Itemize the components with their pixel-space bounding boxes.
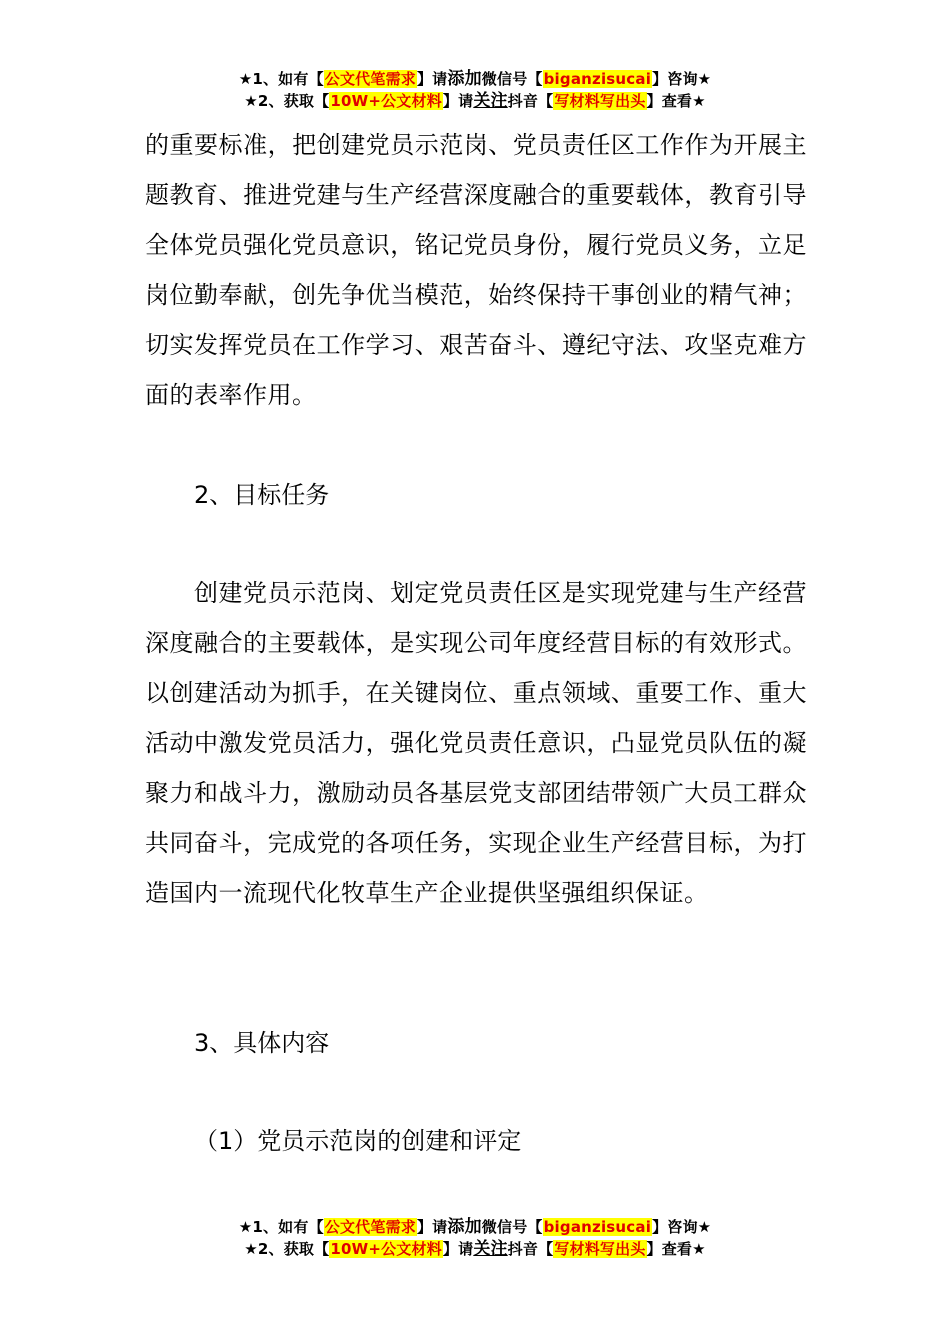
promo-banner-bottom (0, 1216, 950, 1260)
promo-text: ★2、获取【 (244, 92, 330, 110)
promo-text: 】请 (442, 1240, 474, 1258)
section-heading-3: 3、具体内容 (194, 1029, 330, 1057)
promo-text: 】查看★ (646, 1240, 706, 1258)
promo-emphasis: 关注 (473, 91, 508, 111)
promo-line-2 (0, 90, 950, 112)
promo-highlight: 10W+公文材料 (330, 92, 442, 110)
promo-emphasis: 关注 (473, 1239, 508, 1259)
promo-highlight: 公文代笔需求 (324, 1218, 416, 1236)
promo-text: 】查看★ (646, 92, 706, 110)
promo-wechat-id: biganzisucai (543, 1218, 652, 1236)
body-paragraph-2: 创建党员示范岗、划定党员责任区是实现党建与生产经营深度融合的主要载体，是实现公司年度经营目标的有效形式。以创建活动为抓手，在关键岗位、重点领域、重要工作、重大活动中激发党员活力，强化党员责任意识，凸显党员队伍的凝聚力和战斗力，激励动员各基层党支部团结带领广大员工群众共同奋斗，完成党的各项任务，实现企业生产经营目标，为打造国内一流现代化牧草生产企业提供坚强组织保证。 (145, 579, 807, 907)
promo-highlight: 10W+公文材料 (330, 1240, 442, 1258)
promo-douyin-id: 写材料写出头 (554, 92, 646, 110)
promo-highlight: 公文代笔需求 (324, 70, 416, 88)
promo-text: 】请 (416, 70, 448, 88)
promo-text: ★1、如有【 (238, 70, 324, 88)
section-heading-2: 2、目标任务 (194, 481, 330, 509)
promo-line-1 (0, 1216, 950, 1238)
promo-text: 抖音【 (507, 1240, 554, 1258)
promo-text: 】咨询★ (652, 70, 712, 88)
promo-text: 】请 (416, 1218, 448, 1236)
promo-text: 微信号【 (481, 1218, 543, 1236)
promo-wechat-id: biganzisucai (543, 70, 652, 88)
promo-line-1 (0, 68, 950, 90)
promo-text: 】咨询★ (652, 1218, 712, 1236)
promo-text: 抖音【 (507, 92, 554, 110)
promo-douyin-id: 写材料写出头 (554, 1240, 646, 1258)
subsection-heading-3-1: （1）党员示范岗的创建和评定 (194, 1127, 522, 1155)
promo-line-2 (0, 1238, 950, 1260)
promo-text: 】请 (442, 92, 474, 110)
promo-text: 微信号【 (481, 70, 543, 88)
promo-text: ★2、获取【 (244, 1240, 330, 1258)
promo-banner-top (0, 68, 950, 112)
body-paragraph-1: 的重要标准，把创建党员示范岗、党员责任区工作作为开展主题教育、推进党建与生产经营深度融合的重要载体，教育引导全体党员强化党员意识，铭记党员身份，履行党员义务，立足岗位勤奉献，创先争优当模范，始终保持干事创业的精气神；切实发挥党员在工作学习、艰苦奋斗、遵纪守法、攻坚克难方面的表率作用。 (145, 131, 807, 409)
promo-text: ★1、如有【 (238, 1218, 324, 1236)
promo-emphasis: 添加 (447, 1217, 482, 1237)
promo-emphasis: 添加 (447, 69, 482, 89)
